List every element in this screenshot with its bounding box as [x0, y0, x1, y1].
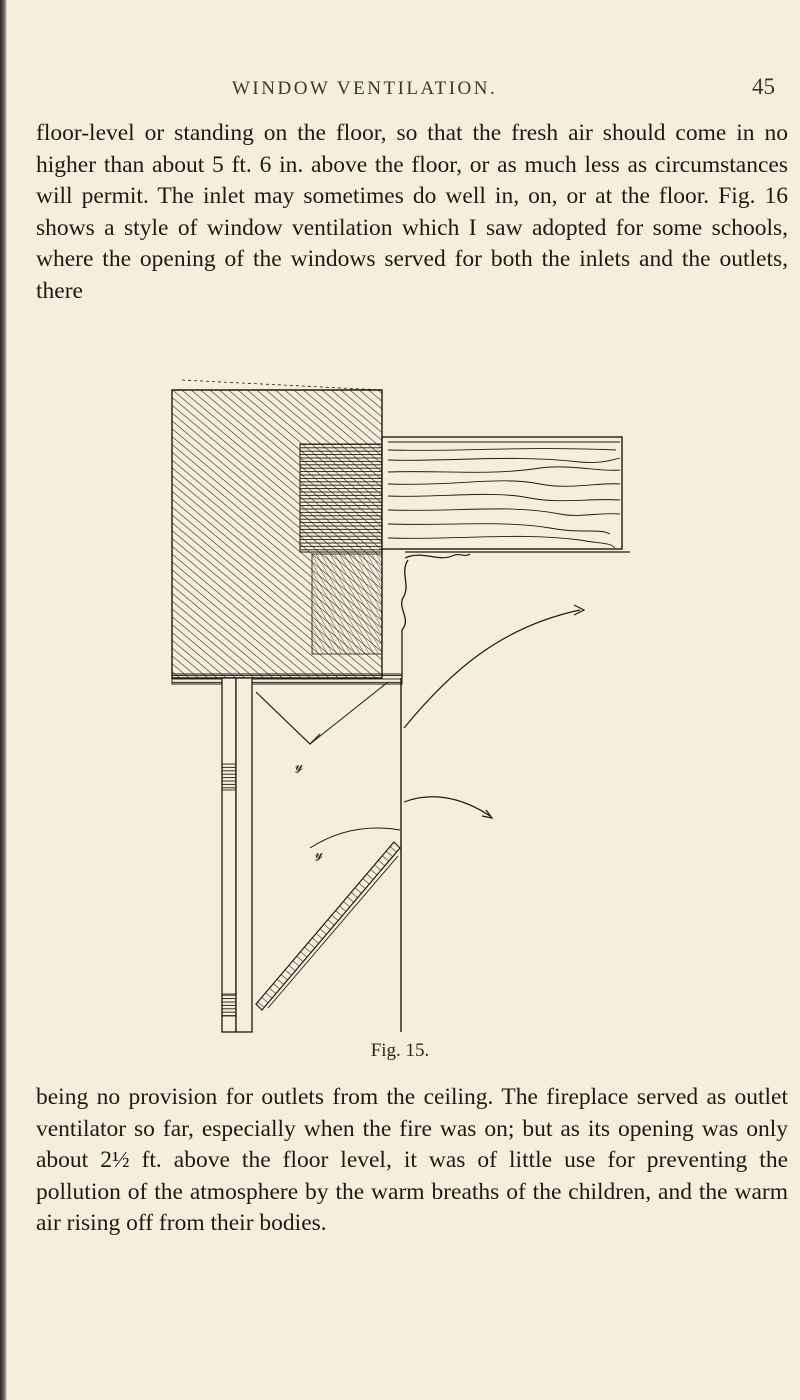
paragraph-top: floor-level or standing on the floor, so that the fresh air should come in no higher than about 5 ft. 6 in. above the floor, or as much less as circumstances will permit. The inlet may sometimes do well in, on, or at the floor. Fig. 16 shows a style of window ventilation which I saw adopted for some schools, where the opening of the windows served for both the inlets and the outlets, there: [36, 120, 788, 304]
ceiling-beam: [382, 437, 622, 549]
running-header: [0, 74, 800, 108]
airflow-arrows: [404, 605, 584, 818]
running-title: WINDOW VENTILATION.: [232, 78, 498, 99]
window-jamb: [222, 678, 236, 1032]
window-ventilation-illustration: [160, 372, 630, 1034]
lower-tilted-sash: [256, 842, 400, 1010]
lintel-block: [300, 444, 382, 552]
cornice-moulding: [402, 560, 408, 678]
paragraph-bottom: being no provision for outlets from the ceiling. The fireplace served as outlet ventilator so far, especially when the fire was on; but as its opening was only about 2½ ft. above the floor level, it was of little use for preventing the pollution of the atmosphere by the warm breaths of the children, and the warm air rising off from their bodies.: [36, 1084, 788, 1236]
svg-text:𝓎: 𝓎: [315, 847, 324, 862]
upper-sash: [256, 692, 320, 744]
figure-caption: Fig. 15.: [370, 1040, 430, 1061]
window-ventilation-figure: [160, 372, 630, 1034]
page-number: 45: [752, 74, 775, 99]
svg-text:𝓎: 𝓎: [295, 759, 304, 774]
page-edge-shadow: [0, 0, 7, 1400]
